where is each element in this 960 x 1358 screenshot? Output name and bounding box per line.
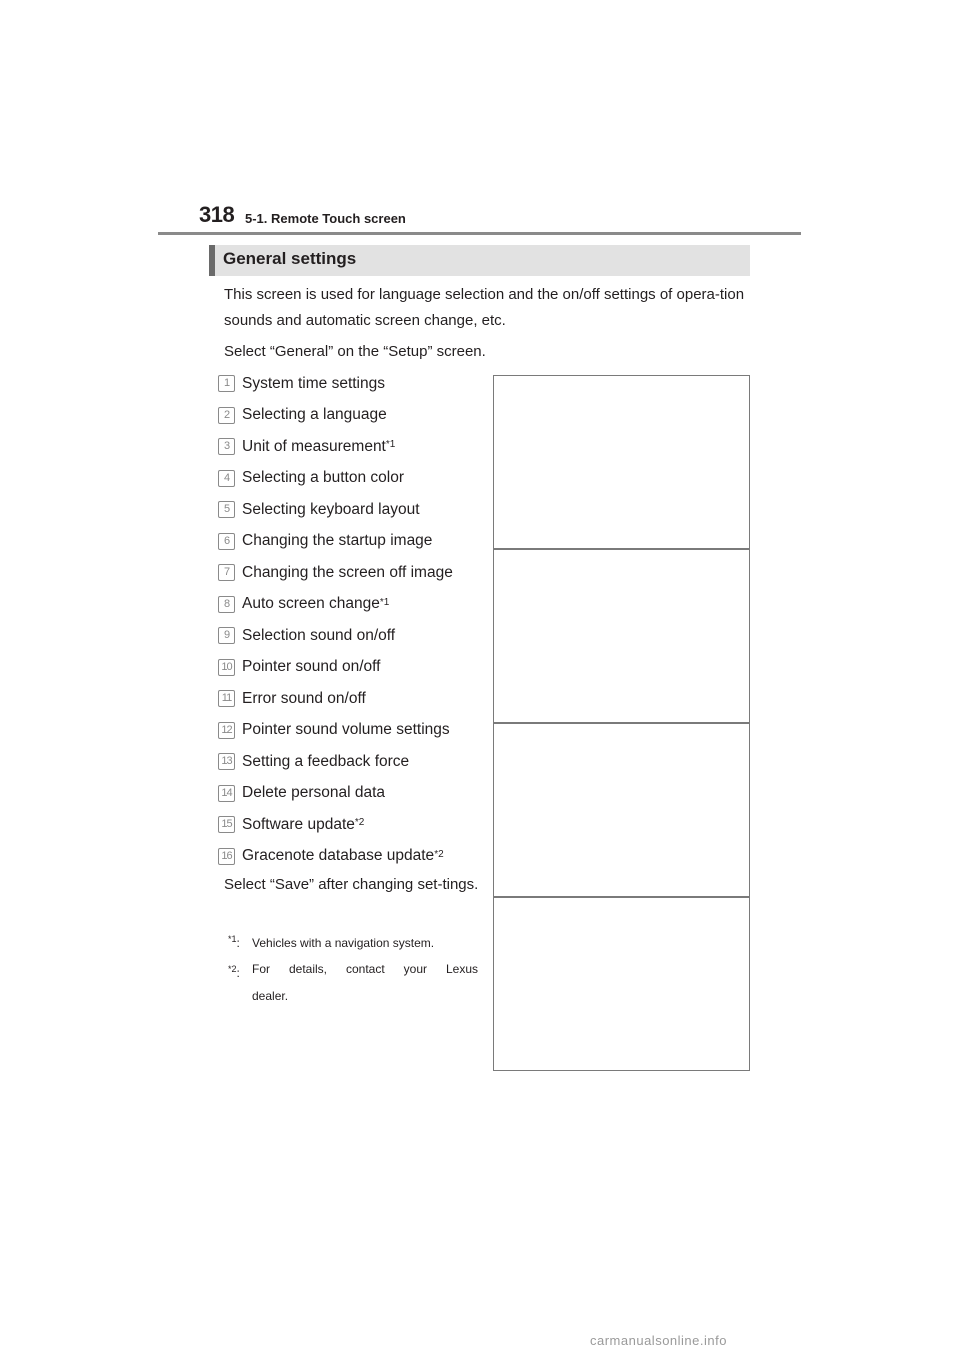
item-label: System time settings bbox=[242, 374, 385, 392]
settings-list bbox=[218, 368, 453, 872]
item-footnote-ref: *2 bbox=[354, 817, 365, 829]
item-label: Setting a feedback force bbox=[242, 752, 410, 770]
item-number-badge: 7 bbox=[218, 564, 235, 581]
item-number-badge: 15 bbox=[218, 816, 235, 833]
item-number-badge: 12 bbox=[218, 722, 235, 739]
list-item bbox=[218, 557, 453, 589]
footnote-mark: $^{*2}$: bbox=[228, 964, 240, 980]
list-item bbox=[218, 683, 453, 715]
item-label: Pointer sound volume settings bbox=[242, 721, 450, 739]
list-item bbox=[218, 526, 453, 558]
chapter-title: 5-1. Remote Touch screen bbox=[245, 211, 406, 226]
instruction-text: Select “General” on the “Setup” screen. bbox=[224, 343, 486, 360]
list-item bbox=[218, 589, 453, 621]
save-note: Select “Save” after changing set-tings. bbox=[224, 876, 479, 893]
item-number-badge: 16 bbox=[218, 848, 235, 865]
list-item bbox=[218, 778, 453, 810]
item-label: Changing the startup image bbox=[242, 532, 433, 550]
item-footnote-ref: *1 bbox=[379, 596, 390, 608]
item-label: Selecting a language bbox=[242, 406, 387, 424]
item-number-badge: 10 bbox=[218, 659, 235, 676]
item-number-badge: 11 bbox=[218, 690, 235, 707]
item-number-badge: 2 bbox=[218, 407, 235, 424]
item-label: Auto screen change bbox=[242, 595, 380, 613]
footnote-text: For details, contact your Lexus bbox=[252, 962, 478, 976]
item-number-badge: 4 bbox=[218, 470, 235, 487]
screen-figure-1 bbox=[493, 375, 750, 548]
list-item bbox=[218, 400, 453, 432]
list-item bbox=[218, 431, 453, 463]
header-rule bbox=[158, 232, 801, 235]
item-number-badge: 6 bbox=[218, 533, 235, 550]
item-number-badge: 9 bbox=[218, 627, 235, 644]
item-label: Selecting a button color bbox=[242, 469, 404, 487]
footnote-2 bbox=[228, 958, 480, 1008]
section-header bbox=[209, 245, 750, 276]
screen-figure-2 bbox=[493, 548, 750, 722]
screen-figure-3 bbox=[493, 722, 750, 896]
item-label: Pointer sound on/off bbox=[242, 658, 381, 676]
list-item bbox=[218, 652, 453, 684]
screen-figures bbox=[493, 375, 750, 1071]
intro-paragraph: This screen is used for language selection and the on/off settings of opera-tion sounds and automatic screen change, etc. bbox=[224, 286, 745, 329]
item-footnote-ref: *2 bbox=[434, 848, 444, 860]
list-item bbox=[218, 841, 453, 873]
item-label: Unit of measurement bbox=[242, 437, 386, 455]
item-number-badge: 13 bbox=[218, 753, 235, 770]
page-number: 318 bbox=[199, 202, 235, 227]
watermark: carmanualsonline.info bbox=[590, 1333, 727, 1348]
footnote-1 bbox=[228, 928, 480, 955]
list-item bbox=[218, 494, 453, 526]
item-label: Software update bbox=[242, 815, 355, 833]
list-item bbox=[218, 809, 453, 841]
list-item bbox=[218, 620, 453, 652]
item-number-badge: 5 bbox=[218, 501, 235, 518]
section-title: General settings bbox=[223, 249, 357, 268]
section-accent-bar bbox=[209, 245, 215, 276]
footnote-mark: $^{*1}$: bbox=[228, 934, 240, 950]
screen-figure-4 bbox=[493, 896, 750, 1071]
item-label: Gracenote database update bbox=[242, 847, 435, 865]
item-number-badge: 1 bbox=[218, 375, 235, 392]
item-label: Selection sound on/off bbox=[242, 626, 396, 644]
list-item bbox=[218, 715, 453, 747]
footnote-text-continued: dealer. bbox=[252, 989, 289, 1003]
item-label: Changing the screen off image bbox=[242, 563, 453, 581]
item-number-badge: 3 bbox=[218, 438, 235, 455]
item-label: Delete personal data bbox=[242, 784, 386, 802]
list-item bbox=[218, 463, 453, 495]
footnote-text: Vehicles with a navigation system. bbox=[252, 936, 435, 950]
list-item bbox=[218, 368, 453, 400]
item-label: Error sound on/off bbox=[242, 689, 366, 707]
item-number-badge: 8 bbox=[218, 596, 235, 613]
item-footnote-ref: *1 bbox=[385, 439, 396, 451]
item-label: Selecting keyboard layout bbox=[242, 500, 420, 518]
list-item bbox=[218, 746, 453, 778]
item-number-badge: 14 bbox=[218, 785, 235, 802]
